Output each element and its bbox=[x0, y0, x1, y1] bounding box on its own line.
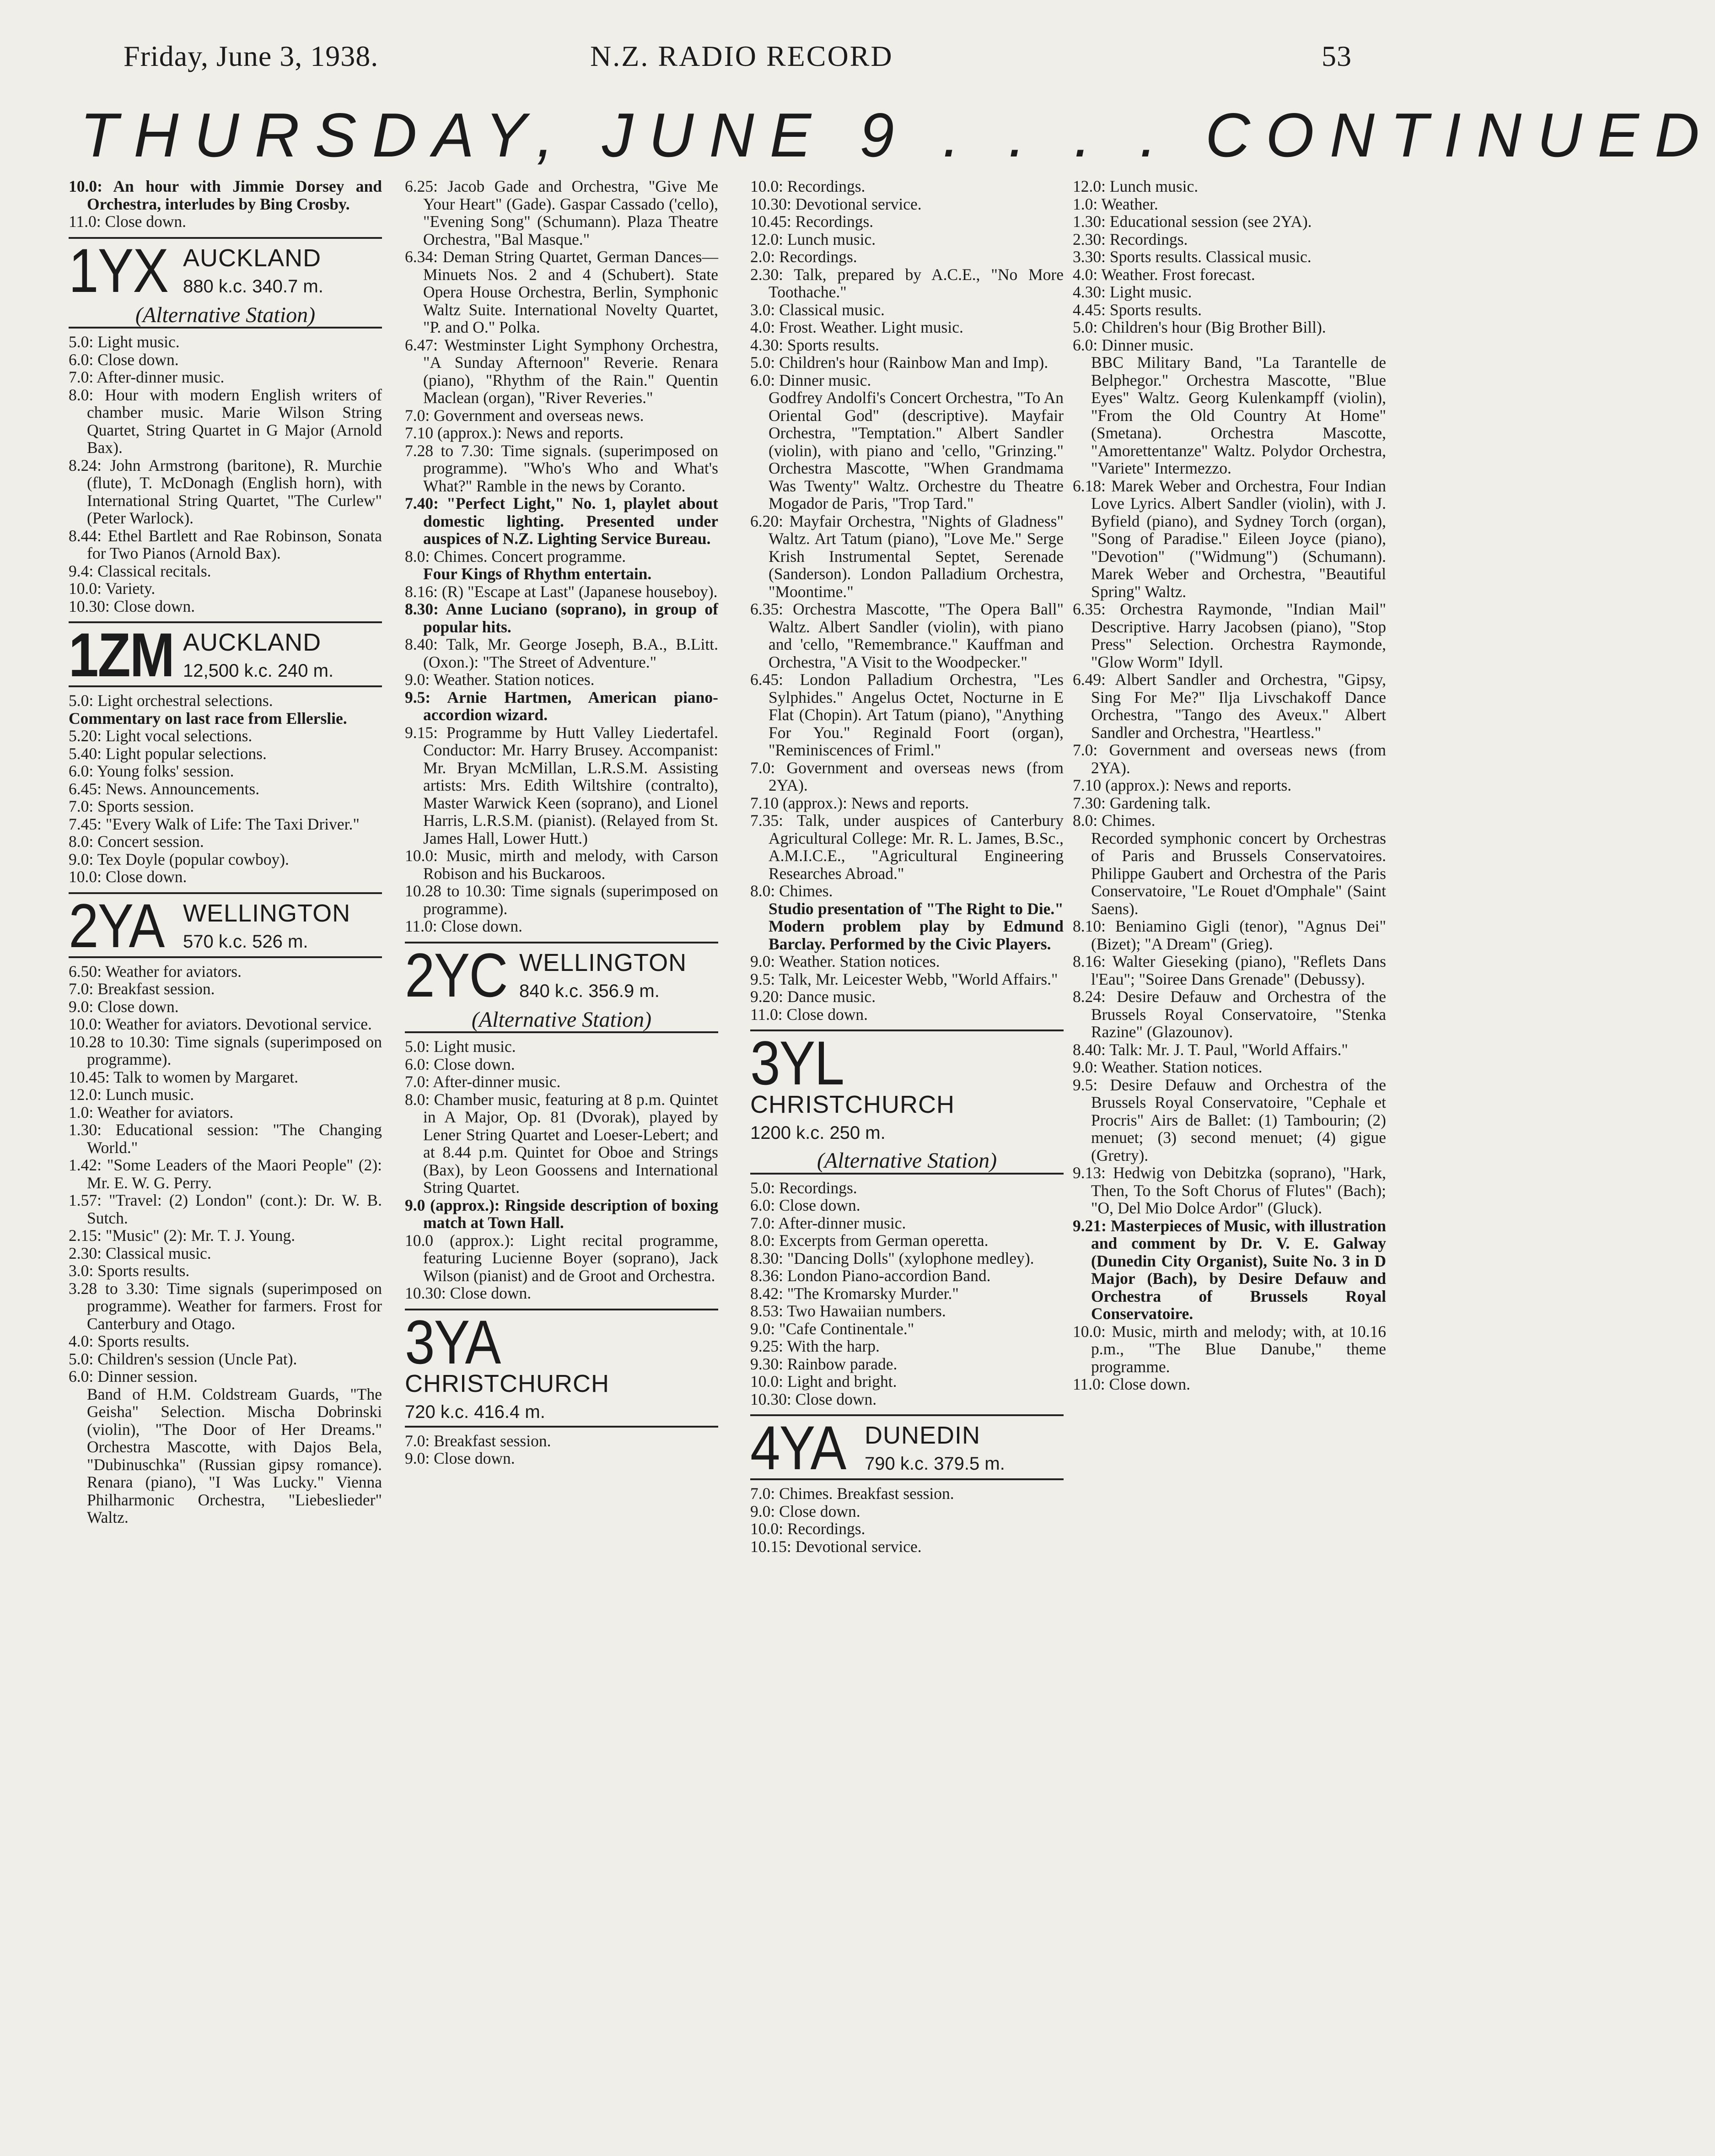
programme-entry: 10.0: Recordings. bbox=[750, 1520, 866, 1538]
call-sign: 3YA bbox=[405, 1307, 500, 1377]
programme-entry: 10.0 (approx.): Light recital programme, featuring Lucienne Boyer (soprano), Jack Wilson (pianist) and de Groot and Orchestra. bbox=[405, 1231, 718, 1285]
programme-entry: 10.0: Music, mirth and melody, with Carson Robison and his Buckaroos. bbox=[405, 846, 718, 883]
programme-entry: 9.15: Programme by Hutt Valley Liedertafel. Conductor: Mr. Harry Brusey. Accompanist: Mr. Bryan McMillan, L.R.S.M. Assisting artists: Mrs. Edith Wiltshire (contralto), Master Warwick Keen (soprano), and Lionel Harris, L.R.S.M. (pianist). (Relayed from St. James Hall, Lower Hutt.) bbox=[405, 723, 718, 847]
programme-entry: 9.0: Tex Doyle (popular cowboy). bbox=[69, 850, 289, 868]
programme-entry: 6.34: Deman String Quartet, German Dances—Minuets Nos. 2 and 4 (Schubert). State Opera House Orchestra, Berlin, Symphonic Waltz Suite. International Novelty Quartet, "P. and O." Polka. bbox=[405, 248, 718, 336]
programme-entry: 7.0: Breakfast session. bbox=[405, 1431, 551, 1450]
programme-entry: 10.0: Light and bright. bbox=[750, 1372, 897, 1391]
station-frequency: 570 k.c. 526 m. bbox=[183, 931, 308, 952]
programme-entry: 7.35: Talk, under auspices of Canterbury Agricultural College: Mr. R. L. James, B.Sc., A.M.I.C.E., "Agricultural Engineering Researches Abroad." bbox=[750, 811, 1064, 883]
programme-entry: 7.10 (approx.): News and reports. bbox=[1073, 776, 1292, 794]
programme-entry: 9.0: Weather. Station notices. bbox=[1073, 1058, 1263, 1076]
programme-entry: 9.0: "Cafe Continentale." bbox=[750, 1319, 914, 1338]
programme-entry: 7.28 to 7.30: Time signals. (superimposed on programme). "Who's Who and What's What?" Ramble in the news by Coranto. bbox=[405, 441, 718, 495]
programme-entry: 7.0: After-dinner music. bbox=[69, 368, 225, 386]
programme-entry: 6.45: London Palladium Orchestra, "Les Sylphides." Angelus Octet, Nocturne in E Flat (Chopin). Art Tatum (piano), "Anything For You." Reginald Foort (organ), "Reminiscences of Friml." bbox=[750, 670, 1064, 759]
programme-entry: 5.40: Light popular selections. bbox=[69, 744, 267, 763]
programme-entry: 1.57: "Travel: (2) London" (cont.): Dr. W. B. Sutch. bbox=[69, 1191, 382, 1227]
station-header-2yc bbox=[405, 942, 718, 1034]
programme-entry: 9.0 (approx.): Ringside description of boxing match at Town Hall. bbox=[405, 1196, 718, 1232]
page-number: 53 bbox=[1322, 40, 1352, 72]
programme-entry: 3.30: Sports results. Classical music. bbox=[1073, 248, 1312, 266]
programme-entry: 12.0: Lunch music. bbox=[69, 1085, 194, 1104]
programme-entry: 8.30: "Dancing Dolls" (xylophone medley). bbox=[750, 1249, 1034, 1267]
programme-entry: 7.0: Government and overseas news (from 2YA). bbox=[750, 758, 1064, 794]
call-sign: 4YA bbox=[750, 1413, 846, 1483]
station-frequency: 12,500 k.c. 240 m. bbox=[183, 661, 334, 681]
programme-entry: 9.0: Close down. bbox=[405, 1449, 515, 1467]
programme-entry: 8.42: "The Kromarsky Murder." bbox=[750, 1284, 959, 1303]
station-header-3yl bbox=[750, 1029, 1064, 1175]
column-2 bbox=[405, 178, 718, 2136]
programme-list bbox=[69, 333, 382, 615]
programme-entry: 10.30: Close down. bbox=[405, 1284, 532, 1302]
call-sign: 2YC bbox=[405, 940, 507, 1010]
programme-entry: 5.0: Light music. bbox=[405, 1037, 516, 1056]
station-city: DUNEDIN bbox=[865, 1422, 981, 1449]
programme-entry: 8.24: Desire Defauw and Orchestra of the Brussels Royal Conservatoire, "Stenka Razine" (Glazounov). bbox=[1073, 987, 1386, 1041]
programme-entry: 1.0: Weather. bbox=[1073, 194, 1158, 213]
station-header-1yx bbox=[69, 237, 382, 329]
column-3 bbox=[750, 178, 1064, 2136]
programme-entry: Godfrey Andolfi's Concert Orchestra, "To An Oriental God" (descriptive). Mayfair Orchestra, "Temptation." Albert Sandler (violin), with piano and 'cello, "Grinzing." Orchestra Mascotte, "When Grandmama Was Twenty" Waltz. Orchestre du Theatre Mogador de Paris, "Trop Tard." bbox=[769, 388, 1064, 512]
programme-entry: 6.0: Close down. bbox=[405, 1055, 515, 1073]
programme-entry: 8.24: John Armstrong (baritone), R. Murchie (flute), T. McDonagh (English horn), with International String Quartet, "The Curlew" (Peter Warlock). bbox=[69, 456, 382, 527]
programme-entry: 4.30: Light music. bbox=[1073, 283, 1192, 301]
programme-list bbox=[69, 178, 382, 231]
programme-entry: Commentary on last race from Ellerslie. bbox=[69, 709, 347, 728]
call-sign: 3YL bbox=[750, 1029, 844, 1098]
station-city: WELLINGTON bbox=[183, 899, 351, 927]
programme-entry: 6.0: Close down. bbox=[750, 1196, 860, 1214]
programme-entry: 7.0: Breakfast session. bbox=[69, 980, 215, 998]
programme-entry: 6.20: Mayfair Orchestra, "Nights of Gladness" Waltz. Art Tatum (piano), "Love Me." Serge Krish Instrumental Septet, Serenade (Sanderson). London Palladium Orchestra, "Moontime." bbox=[750, 512, 1064, 601]
programme-entry: 8.0: Excerpts from German operetta. bbox=[750, 1231, 989, 1250]
programme-entry: 9.0: Weather. Station notices. bbox=[750, 952, 940, 970]
programme-entry: 10.45: Recordings. bbox=[750, 212, 874, 231]
station-frequency: 1200 k.c. 250 m. bbox=[750, 1123, 886, 1143]
programme-list bbox=[405, 178, 718, 935]
programme-entry: 2.30: Classical music. bbox=[69, 1244, 211, 1262]
station-city: CHRISTCHURCH bbox=[750, 1091, 955, 1118]
programme-list bbox=[69, 963, 382, 1526]
programme-entry: 1.0: Weather for aviators. bbox=[69, 1103, 234, 1121]
programme-entry: 9.20: Dance music. bbox=[750, 987, 876, 1006]
programme-entry: Recorded symphonic concert by Orchestras of Paris and Brussels Conservatoires. Philippe Gaubert and Orchestra of the Paris Conservatoire, "Le Rouet d'Omphale" (Saint Saens). bbox=[1091, 829, 1386, 918]
programme-entry: 6.18: Marek Weber and Orchestra, Four Indian Love Lyrics. Albert Sandler (violin), with J. Byfield (piano), and Sydney Torch (organ), "Song of Paradise." Eileen Joyce (piano), "Devotion" ("Widmung") (Schumann). Marek Weber and Orchestra, "Beautiful Spring" Waltz. bbox=[1073, 476, 1386, 601]
programme-entry: 8.36: London Piano-accordion Band. bbox=[750, 1267, 991, 1285]
programme-entry: 12.0: Lunch music. bbox=[1073, 177, 1199, 195]
programme-entry: 8.10: Beniamino Gigli (tenor), "Agnus Dei" (Bizet); "A Dream" (Grieg). bbox=[1073, 917, 1386, 953]
station-city: AUCKLAND bbox=[183, 244, 322, 272]
programme-entry: 7.0: After-dinner music. bbox=[750, 1213, 906, 1232]
programme-entry: 7.30: Gardening talk. bbox=[1073, 793, 1211, 812]
programme-entry: 6.0: Dinner session. bbox=[69, 1367, 198, 1385]
programme-entry: 2.30: Talk, prepared by A.C.E., "No More Toothache." bbox=[750, 265, 1064, 301]
programme-entry: 5.0: Recordings. bbox=[750, 1178, 857, 1197]
programme-entry: 4.0: Weather. Frost forecast. bbox=[1073, 265, 1255, 284]
running-header bbox=[124, 39, 1379, 90]
programme-entry: 7.10 (approx.): News and reports. bbox=[750, 793, 969, 812]
programme-entry: 7.0: After-dinner music. bbox=[405, 1073, 561, 1091]
station-city: CHRISTCHURCH bbox=[405, 1369, 609, 1397]
programme-entry: 8.53: Two Hawaiian numbers. bbox=[750, 1302, 946, 1320]
programme-entry: 9.0: Close down. bbox=[69, 997, 179, 1016]
programme-entry: 11.0: Close down. bbox=[405, 917, 523, 935]
programme-list bbox=[405, 1432, 718, 1467]
programme-entry: 10.30: Close down. bbox=[750, 1390, 877, 1408]
programme-entry: 8.0: Concert session. bbox=[69, 832, 204, 851]
programme-entry: 6.35: Orchestra Raymonde, "Indian Mail" Descriptive. Harry Jacobsen (piano), "Stop Press" Selection. Orchestra Raymonde, "Glow Worm" Idyll. bbox=[1073, 600, 1386, 671]
programme-entry: 7.40: "Perfect Light," No. 1, playlet about domestic lighting. Presented under auspices of N.Z. Lighting Service Bureau. bbox=[405, 494, 718, 548]
station-frequency: 720 k.c. 416.4 m. bbox=[405, 1401, 545, 1422]
programme-entry: 9.0: Weather. Station notices. bbox=[405, 670, 595, 689]
programme-entry: 3.0: Classical music. bbox=[750, 300, 885, 319]
programme-entry: 9.5: Desire Defauw and Orchestra of the Brussels Royal Conservatoire, "Cephale et Procris" Airs de Ballet: (1) Tambourin; (2) menuet; (3) second menuet; (4) gigue (Gretry). bbox=[1073, 1075, 1386, 1164]
programme-entry: 4.30: Sports results. bbox=[750, 335, 880, 354]
programme-entry: 1.42: "Some Leaders of the Maori People" (2): Mr. E. W. G. Perry. bbox=[69, 1156, 382, 1192]
programme-entry: 2.0: Recordings. bbox=[750, 248, 857, 266]
programme-entry: 11.0: Close down. bbox=[750, 1005, 868, 1024]
programme-entry: 6.45: News. Announcements. bbox=[69, 779, 260, 798]
programme-entry: 9.5: Arnie Hartmen, American piano-accordion wizard. bbox=[405, 688, 718, 724]
programme-entry: 10.0: Close down. bbox=[69, 868, 187, 886]
programme-entry: 6.47: Westminster Light Symphony Orchestra, "A Sunday Afternoon" Reverie. Renara (piano), "Rhythm of the Rain." Quentin Maclean (organ), "River Reveries." bbox=[405, 335, 718, 407]
programme-entry: 1.30: Educational session: "The Changing World." bbox=[69, 1121, 382, 1157]
programme-list bbox=[405, 1038, 718, 1302]
programme-entry: 10.15: Devotional service. bbox=[750, 1537, 922, 1556]
programme-entry: 7.0: Government and overseas news (from 2YA). bbox=[1073, 741, 1386, 777]
programme-entry: 11.0: Close down. bbox=[69, 212, 187, 231]
programme-entry: 9.25: With the harp. bbox=[750, 1337, 880, 1355]
programme-entry: 8.40: Talk: Mr. J. T. Paul, "World Affairs." bbox=[1073, 1040, 1348, 1059]
programme-list bbox=[1073, 178, 1386, 1393]
station-city: WELLINGTON bbox=[519, 949, 687, 976]
programme-entry: 8.0: Chimes. Concert programme. bbox=[405, 547, 626, 566]
programme-entry: 2.15: "Music" (2): Mr. T. J. Young. bbox=[69, 1226, 296, 1245]
programme-entry: 7.0: Government and overseas news. bbox=[405, 406, 644, 425]
station-header-1zm bbox=[69, 620, 382, 690]
programme-entry: 9.0: Close down. bbox=[750, 1502, 860, 1520]
programme-entry: 10.0: An hour with Jimmie Dorsey and Orchestra, interludes by Bing Crosby. bbox=[69, 177, 382, 213]
programme-entry: 8.40: Talk, Mr. George Joseph, B.A., B.Litt. (Oxon.): "The Street of Adventure." bbox=[405, 635, 718, 671]
alternative-station-label: (Alternative Station) bbox=[817, 1148, 997, 1173]
programme-entry: 10.0: Recordings. bbox=[750, 177, 866, 195]
programme-entry: 5.0: Children's session (Uncle Pat). bbox=[69, 1349, 297, 1368]
programme-entry: 7.45: "Every Walk of Life: The Taxi Driver." bbox=[69, 814, 360, 833]
programme-entry: 4.0: Sports results. bbox=[69, 1332, 190, 1350]
programme-entry: 6.35: Orchestra Mascotte, "The Opera Ball" Waltz. Albert Sandler (violin), with piano and 'cello, "Remembrance." Kauffman and Orchestra, "A Visit to the Woodpecker." bbox=[750, 600, 1064, 671]
programme-entry: 9.21: Masterpieces of Music, with illustration and comment by Dr. V. E. Galway (Dunedin City Organist), Suite No. 3 in D Major (Bach), by Desire Defauw and Orchestra of Brussels Royal Conservatoire. bbox=[1073, 1216, 1386, 1323]
day-banner: THURSDAY, JUNE 9 . . . . CONTINUED bbox=[80, 100, 1715, 170]
station-frequency: 880 k.c. 340.7 m. bbox=[183, 276, 323, 296]
programme-entry: 10.28 to 10.30: Time signals (superimposed on programme). bbox=[69, 1032, 382, 1068]
programme-entry: 8.44: Ethel Bartlett and Rae Robinson, Sonata for Two Pianos (Arnold Bax). bbox=[69, 526, 382, 562]
programme-entry: 10.45: Talk to women by Margaret. bbox=[69, 1067, 298, 1086]
programme-entry: 3.28 to 3.30: Time signals (superimposed on programme). Weather for farmers. Frost for Canterbury and Otago. bbox=[69, 1279, 382, 1333]
station-city: AUCKLAND bbox=[183, 629, 322, 656]
programme-entry: 5.20: Light vocal selections. bbox=[69, 727, 253, 745]
programme-entry: 8.16: (R) "Escape at Last" (Japanese houseboy). bbox=[405, 582, 718, 601]
programme-entry: 10.0: Weather for aviators. Devotional service. bbox=[69, 1015, 372, 1033]
programme-entry: 9.13: Hedwig von Debitzka (soprano), "Hark, Then, To the Soft Chorus of Flutes" (Bach); "O, Del Mio Dolce Ardor" (Gluck). bbox=[1073, 1164, 1386, 1217]
programme-entry: 6.0: Young folks' session. bbox=[69, 762, 234, 780]
programme-list bbox=[750, 1485, 1064, 1555]
programme-entry: 5.0: Children's hour (Rainbow Man and Imp). bbox=[750, 353, 1048, 372]
programme-entry: 4.0: Frost. Weather. Light music. bbox=[750, 318, 963, 336]
programme-entry: 8.16: Walter Gieseking (piano), "Reflets Dans l'Eau"; "Soiree Dans Grenade" (Debussy). bbox=[1073, 952, 1386, 988]
station-header-2ya bbox=[69, 891, 382, 961]
programme-entry: 8.0: Chamber music, featuring at 8 p.m. Quintet in A Major, Op. 81 (Dvorak), played by Lener String Quartet and Loeser-Lebert; and at 8.44 p.m. Quintet for Oboe and Strings (Bax), by Leon Goossens and International String Quartet. bbox=[405, 1090, 718, 1197]
programme-entry: 1.30: Educational session (see 2YA). bbox=[1073, 212, 1312, 231]
programme-entry: 10.0: Music, mirth and melody; with, at 10.16 p.m., "The Blue Danube," theme programme. bbox=[1073, 1322, 1386, 1376]
programme-entry: 5.0: Light music. bbox=[69, 333, 180, 351]
programme-entry: 8.0: Hour with modern English writers of chamber music. Marie Wilson String Quartet, String Quartet in G Major (Arnold Bax). bbox=[69, 385, 382, 457]
programme-entry: 7.0: Chimes. Breakfast session. bbox=[750, 1484, 954, 1503]
programme-entry: 5.0: Light orchestral selections. bbox=[69, 691, 273, 710]
alternative-station-label: (Alternative Station) bbox=[471, 1007, 652, 1032]
programme-entry: 9.30: Rainbow parade. bbox=[750, 1354, 898, 1373]
call-sign: 1ZM bbox=[69, 620, 174, 690]
programme-entry: 7.0: Sports session. bbox=[69, 797, 194, 815]
programme-entry: 6.49: Albert Sandler and Orchestra, "Gipsy, Sing For Me?" Ilja Livschakoff Dance Orchestra, "Tango des Aveux." Albert Sandler and Orchestra, "Heartless." bbox=[1073, 670, 1386, 742]
programme-entry: 6.25: Jacob Gade and Orchestra, "Give Me Your Heart" (Gade). Gaspar Cassado ('cello), "Evening Song" (Schumann). Plaza Theatre Orchestra, "Bal Masque." bbox=[405, 177, 718, 248]
programme-entry: 2.30: Recordings. bbox=[1073, 230, 1188, 248]
programme-entry: 11.0: Close down. bbox=[1073, 1375, 1191, 1393]
programme-entry: 6.50: Weather for aviators. bbox=[69, 962, 242, 981]
programme-entry: 6.0: Dinner music. bbox=[750, 371, 871, 389]
call-sign: 1YX bbox=[69, 236, 168, 306]
programme-entry: 6.0: Dinner music. bbox=[1073, 335, 1194, 354]
programme-entry: 10.30: Devotional service. bbox=[750, 194, 922, 213]
alternative-station-label: (Alternative Station) bbox=[135, 302, 316, 327]
programme-entry: 3.0: Sports results. bbox=[69, 1261, 190, 1280]
programme-entry: 9.4: Classical recitals. bbox=[69, 561, 211, 580]
programme-entry: 10.0: Variety. bbox=[69, 579, 156, 598]
programme-entry: 9.5: Talk, Mr. Leicester Webb, "World Affairs." bbox=[750, 970, 1058, 988]
publication-title: N.Z. RADIO RECORD bbox=[590, 40, 893, 72]
programme-entry: 6.0: Close down. bbox=[69, 350, 179, 369]
programme-entry: 8.0: Chimes. bbox=[1073, 811, 1156, 830]
column-4 bbox=[1073, 178, 1386, 2136]
programme-entry: 4.45: Sports results. bbox=[1073, 300, 1202, 319]
station-frequency: 790 k.c. 379.5 m. bbox=[865, 1454, 1005, 1474]
programme-entry: 8.0: Chimes. bbox=[750, 882, 833, 900]
call-sign: 2YA bbox=[69, 891, 164, 961]
programme-entry: BBC Military Band, "La Tarantelle de Belphegor." Orchestra Mascotte, "Blue Eyes" Waltz. Georg Kulenkampff (violin), "From the Old Country At Home" (Smetana). Orchestra Mascotte, "Amorettentanze" Waltz. Polydor Orchestra, "Variete" Intermezzo. bbox=[1091, 353, 1386, 477]
programme-list bbox=[750, 178, 1064, 1023]
programme-entry: 10.30: Close down. bbox=[69, 597, 195, 615]
station-header-3ya bbox=[405, 1309, 718, 1428]
station-header-4ya bbox=[750, 1413, 1064, 1483]
programme-entry: Band of H.M. Coldstream Guards, "The Geisha" Selection. Mischa Dobrinski (violin), "The Door of Her Dreams." Orchestra Mascotte, with Dajos Bela, "Dubinuschka" (Russian gipsy romance). Renara (piano), "I Was Lucky." Vienna Philharmonic Orchestra, "Liebeslieder" Waltz. bbox=[87, 1385, 382, 1526]
issue-date: Friday, June 3, 1938. bbox=[124, 40, 379, 72]
programme-entry: 8.30: Anne Luciano (soprano), in group of popular hits. bbox=[405, 600, 718, 636]
programme-entry: 10.28 to 10.30: Time signals (superimposed on programme). bbox=[405, 882, 718, 918]
programme-list bbox=[69, 692, 382, 886]
station-frequency: 840 k.c. 356.9 m. bbox=[519, 981, 660, 1001]
programme-entry: 7.10 (approx.): News and reports. bbox=[405, 424, 624, 442]
programme-entry: Studio presentation of "The Right to Die." Modern problem play by Edmund Barclay. Performed by the Civic Players. bbox=[769, 899, 1064, 953]
programme-entry: 12.0: Lunch music. bbox=[750, 230, 876, 248]
programme-entry: Four Kings of Rhythm entertain. bbox=[423, 565, 652, 583]
column-1 bbox=[69, 178, 382, 2136]
programme-list bbox=[750, 1179, 1064, 1408]
programme-entry: 5.0: Children's hour (Big Brother Bill). bbox=[1073, 318, 1326, 336]
